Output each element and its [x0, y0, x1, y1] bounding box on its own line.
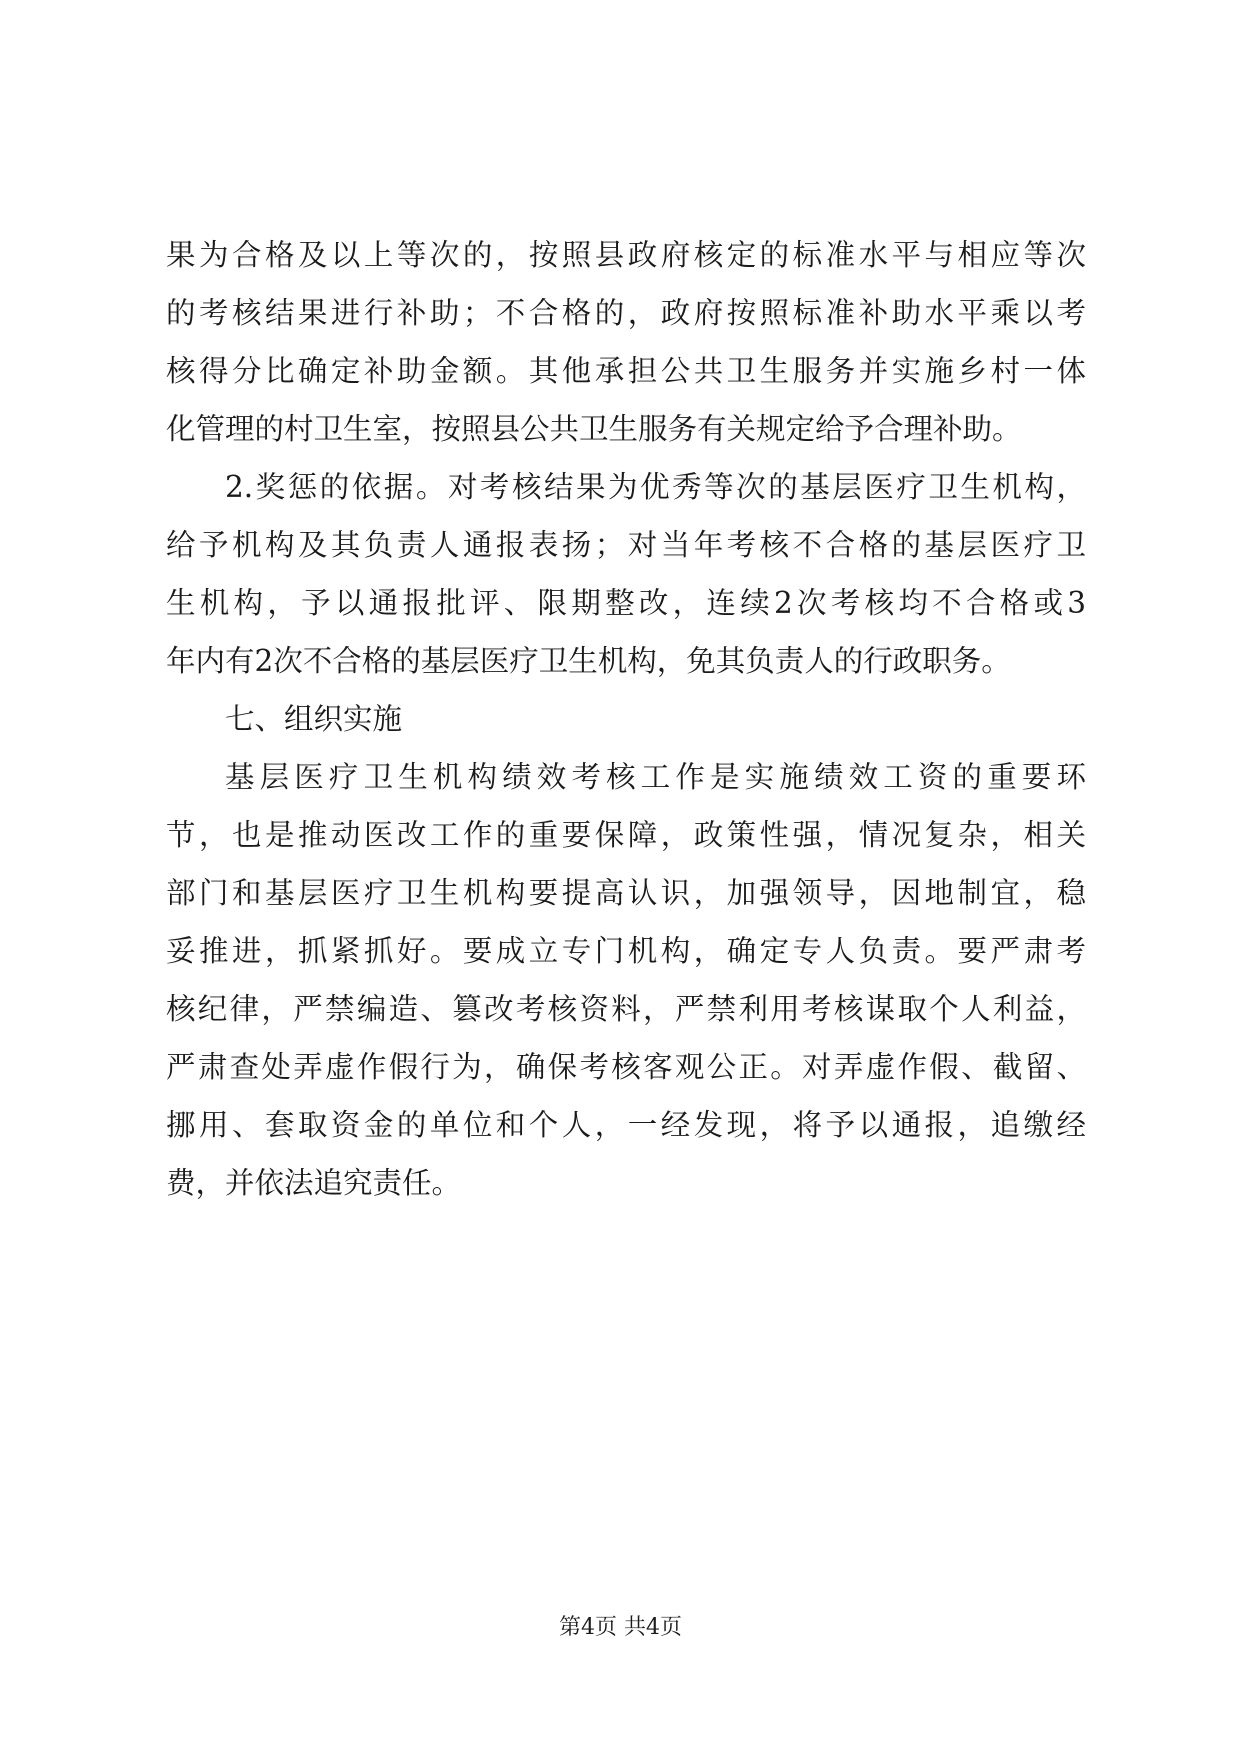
text-line: 的考核结果进行补助；不合格的，政府按照标准补助水平乘以考	[166, 296, 1086, 330]
text-line: 化管理的村卫生室，按照县公共卫生服务有关规定给予合理补助。	[166, 412, 1022, 446]
text-line: 部门和基层医疗卫生机构要提高认识，加强领导，因地制宜，稳	[166, 876, 1086, 910]
text-line: 严肃查处弄虚作假行为，确保考核客观公正。对弄虚作假、截留、	[166, 1050, 1086, 1084]
text-line: 年内有2次不合格的基层医疗卫生机构，免其负责人的行政职务。	[166, 644, 1011, 678]
text-line: 给予机构及其负责人通报表扬；对当年考核不合格的基层医疗卫	[166, 528, 1086, 562]
text-line: 核得分比确定补助金额。其他承担公共卫生服务并实施乡村一体	[166, 354, 1086, 388]
section-heading: 七、组织实施	[225, 702, 403, 736]
text-line: 节，也是推动医改工作的重要保障，政策性强，情况复杂，相关	[166, 818, 1086, 852]
text-line: 基层医疗卫生机构绩效考核工作是实施绩效工资的重要环	[225, 760, 1086, 794]
text-line: 费，并依法追究责任。	[166, 1166, 462, 1200]
text-line: 2.奖惩的依据。对考核结果为优秀等次的基层医疗卫生机构，	[225, 470, 1086, 504]
text-line: 妥推进，抓紧抓好。要成立专门机构，确定专人负责。要严肃考	[166, 934, 1086, 968]
text-line: 核纪律，严禁编造、篡改考核资料，严禁利用考核谋取个人利益，	[166, 992, 1086, 1026]
text-line: 挪用、套取资金的单位和个人，一经发现，将予以通报，追缴经	[166, 1108, 1086, 1142]
text-line: 果为合格及以上等次的，按照县政府核定的标准水平与相应等次	[166, 238, 1086, 272]
text-line: 生机构，予以通报批评、限期整改，连续2次考核均不合格或3	[166, 586, 1086, 620]
document-body	[166, 226, 1086, 1212]
page-number-footer: 第4页 共4页	[559, 1615, 682, 1640]
